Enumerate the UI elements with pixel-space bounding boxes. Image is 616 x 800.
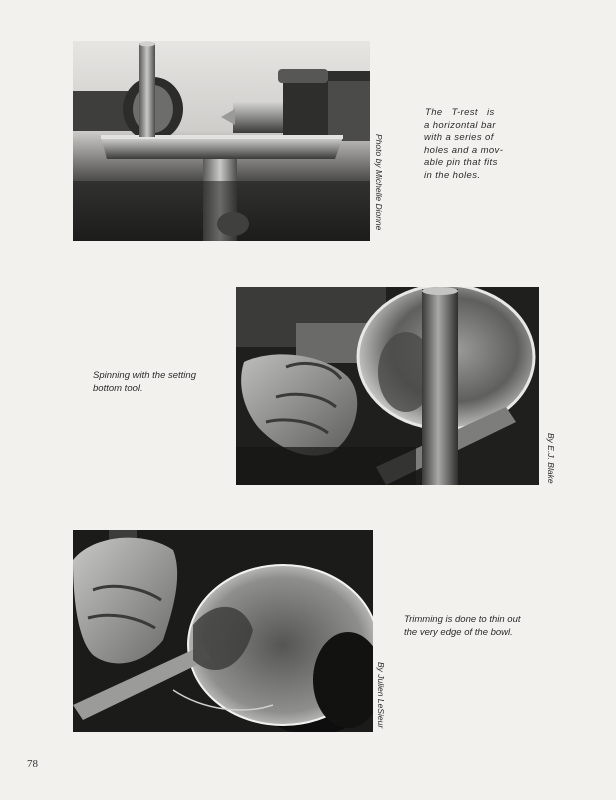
- caption-line: bottom tool.: [93, 382, 143, 394]
- caption-line: the very edge of the bowl.: [404, 626, 513, 638]
- photo-credit: By Julien LeSieur: [376, 662, 386, 729]
- caption-line: able pin that fits: [424, 157, 498, 168]
- caption-line: with a series of: [424, 132, 494, 143]
- caption-trimming: [404, 614, 521, 639]
- caption-line: a horizontal bar: [424, 119, 496, 131]
- caption-line: Trimming is done to thin out: [404, 614, 521, 625]
- caption-line: holes and a mov-: [424, 144, 504, 156]
- page-number: 78: [27, 758, 38, 770]
- caption-line: Spinning with the setting: [93, 370, 196, 381]
- photo-t-rest: [73, 41, 370, 241]
- caption-spinning: [93, 370, 196, 395]
- photo-credit: Photo by Michelle Dionne: [374, 134, 384, 231]
- photo-credit: By E.J. Blake: [546, 433, 556, 484]
- caption-line: The T-rest is: [425, 107, 495, 118]
- photo-trimming: [73, 530, 373, 732]
- caption-line: in the holes.: [424, 169, 481, 181]
- photo-spinning: [236, 287, 539, 485]
- caption-t-rest: [424, 107, 503, 182]
